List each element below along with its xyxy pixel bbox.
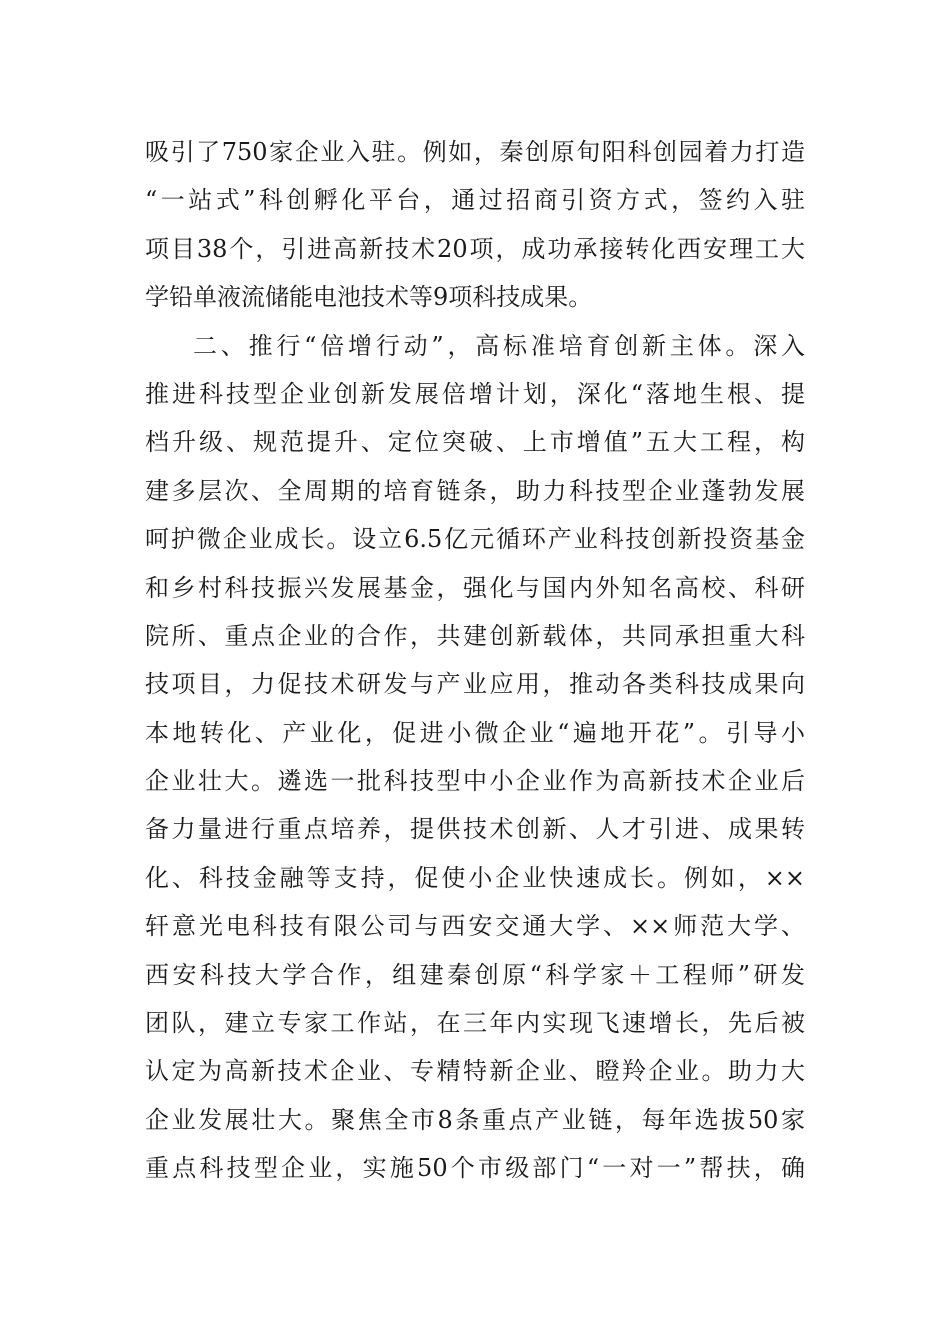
text-line-1: 吸引了750家企业入驻。例如，秦创原旬阳科创园着力打造 <box>145 138 805 166</box>
text-line-10: 和乡村科技振兴发展基金，强化与国内外知名高校、科研 <box>145 573 805 602</box>
text-line-4: 学铅单液流储能电池技术等9项科技成果。 <box>145 283 593 312</box>
text-line-5: 二、推行“倍增行动”，高标准培育创新主体。深入 <box>193 331 805 360</box>
text-line-16: 化、科技金融等支持，促使小企业快速成长。例如，×× <box>145 863 805 892</box>
text-line-6: 推进科技型企业创新发展倍增计划，深化“落地生根、提 <box>145 379 805 408</box>
text-line-21: 企业发展壮大。聚焦全市8条重点产业链，每年选拔50家 <box>145 1105 805 1134</box>
text-line-19: 团队，建立专家工作站，在三年内实现飞速增长，先后被 <box>145 1009 805 1038</box>
text-line-7: 档升级、规范提升、定位突破、上市增值”五大工程，构 <box>145 428 805 457</box>
text-line-17: 轩意光电科技有限公司与西安交通大学、××师范大学、 <box>145 912 805 941</box>
text-line-18: 西安科技大学合作，组建秦创原“科学家＋工程师”研发 <box>145 960 805 989</box>
text-line-9: 呵护微企业成长。设立6.5亿元循环产业科技创新投资基金 <box>145 525 805 554</box>
text-line-22: 重点科技型企业，实施50个市级部门“一对一”帮扶，确 <box>145 1154 805 1183</box>
text-line-15: 备力量进行重点培养，提供技术创新、人才引进、成果转 <box>145 815 805 844</box>
text-line-8: 建多层次、全周期的培育链条，助力科技型企业蓬勃发展 <box>145 476 805 505</box>
text-line-3: 项目38个，引进高新技术20项，成功承接转化西安理工大 <box>145 234 805 263</box>
text-line-20: 认定为高新技术企业、专精特新企业、瞪羚企业。助力大 <box>145 1057 805 1086</box>
text-line-14: 企业壮大。遴选一批科技型中小企业作为高新技术企业后 <box>145 767 805 796</box>
text-line-13: 本地转化、产业化，促进小微企业“遍地开花”。引导小 <box>145 718 805 747</box>
text-line-2: “一站式”科创孵化平台，通过招商引资方式，签约入驻 <box>145 186 805 215</box>
text-line-11: 院所、重点企业的合作，共建创新载体，共同承担重大科 <box>145 621 805 650</box>
text-line-12: 技项目，力促技术研发与产业应用，推动各类科技成果向 <box>145 670 805 699</box>
document-body <box>145 128 805 1193</box>
